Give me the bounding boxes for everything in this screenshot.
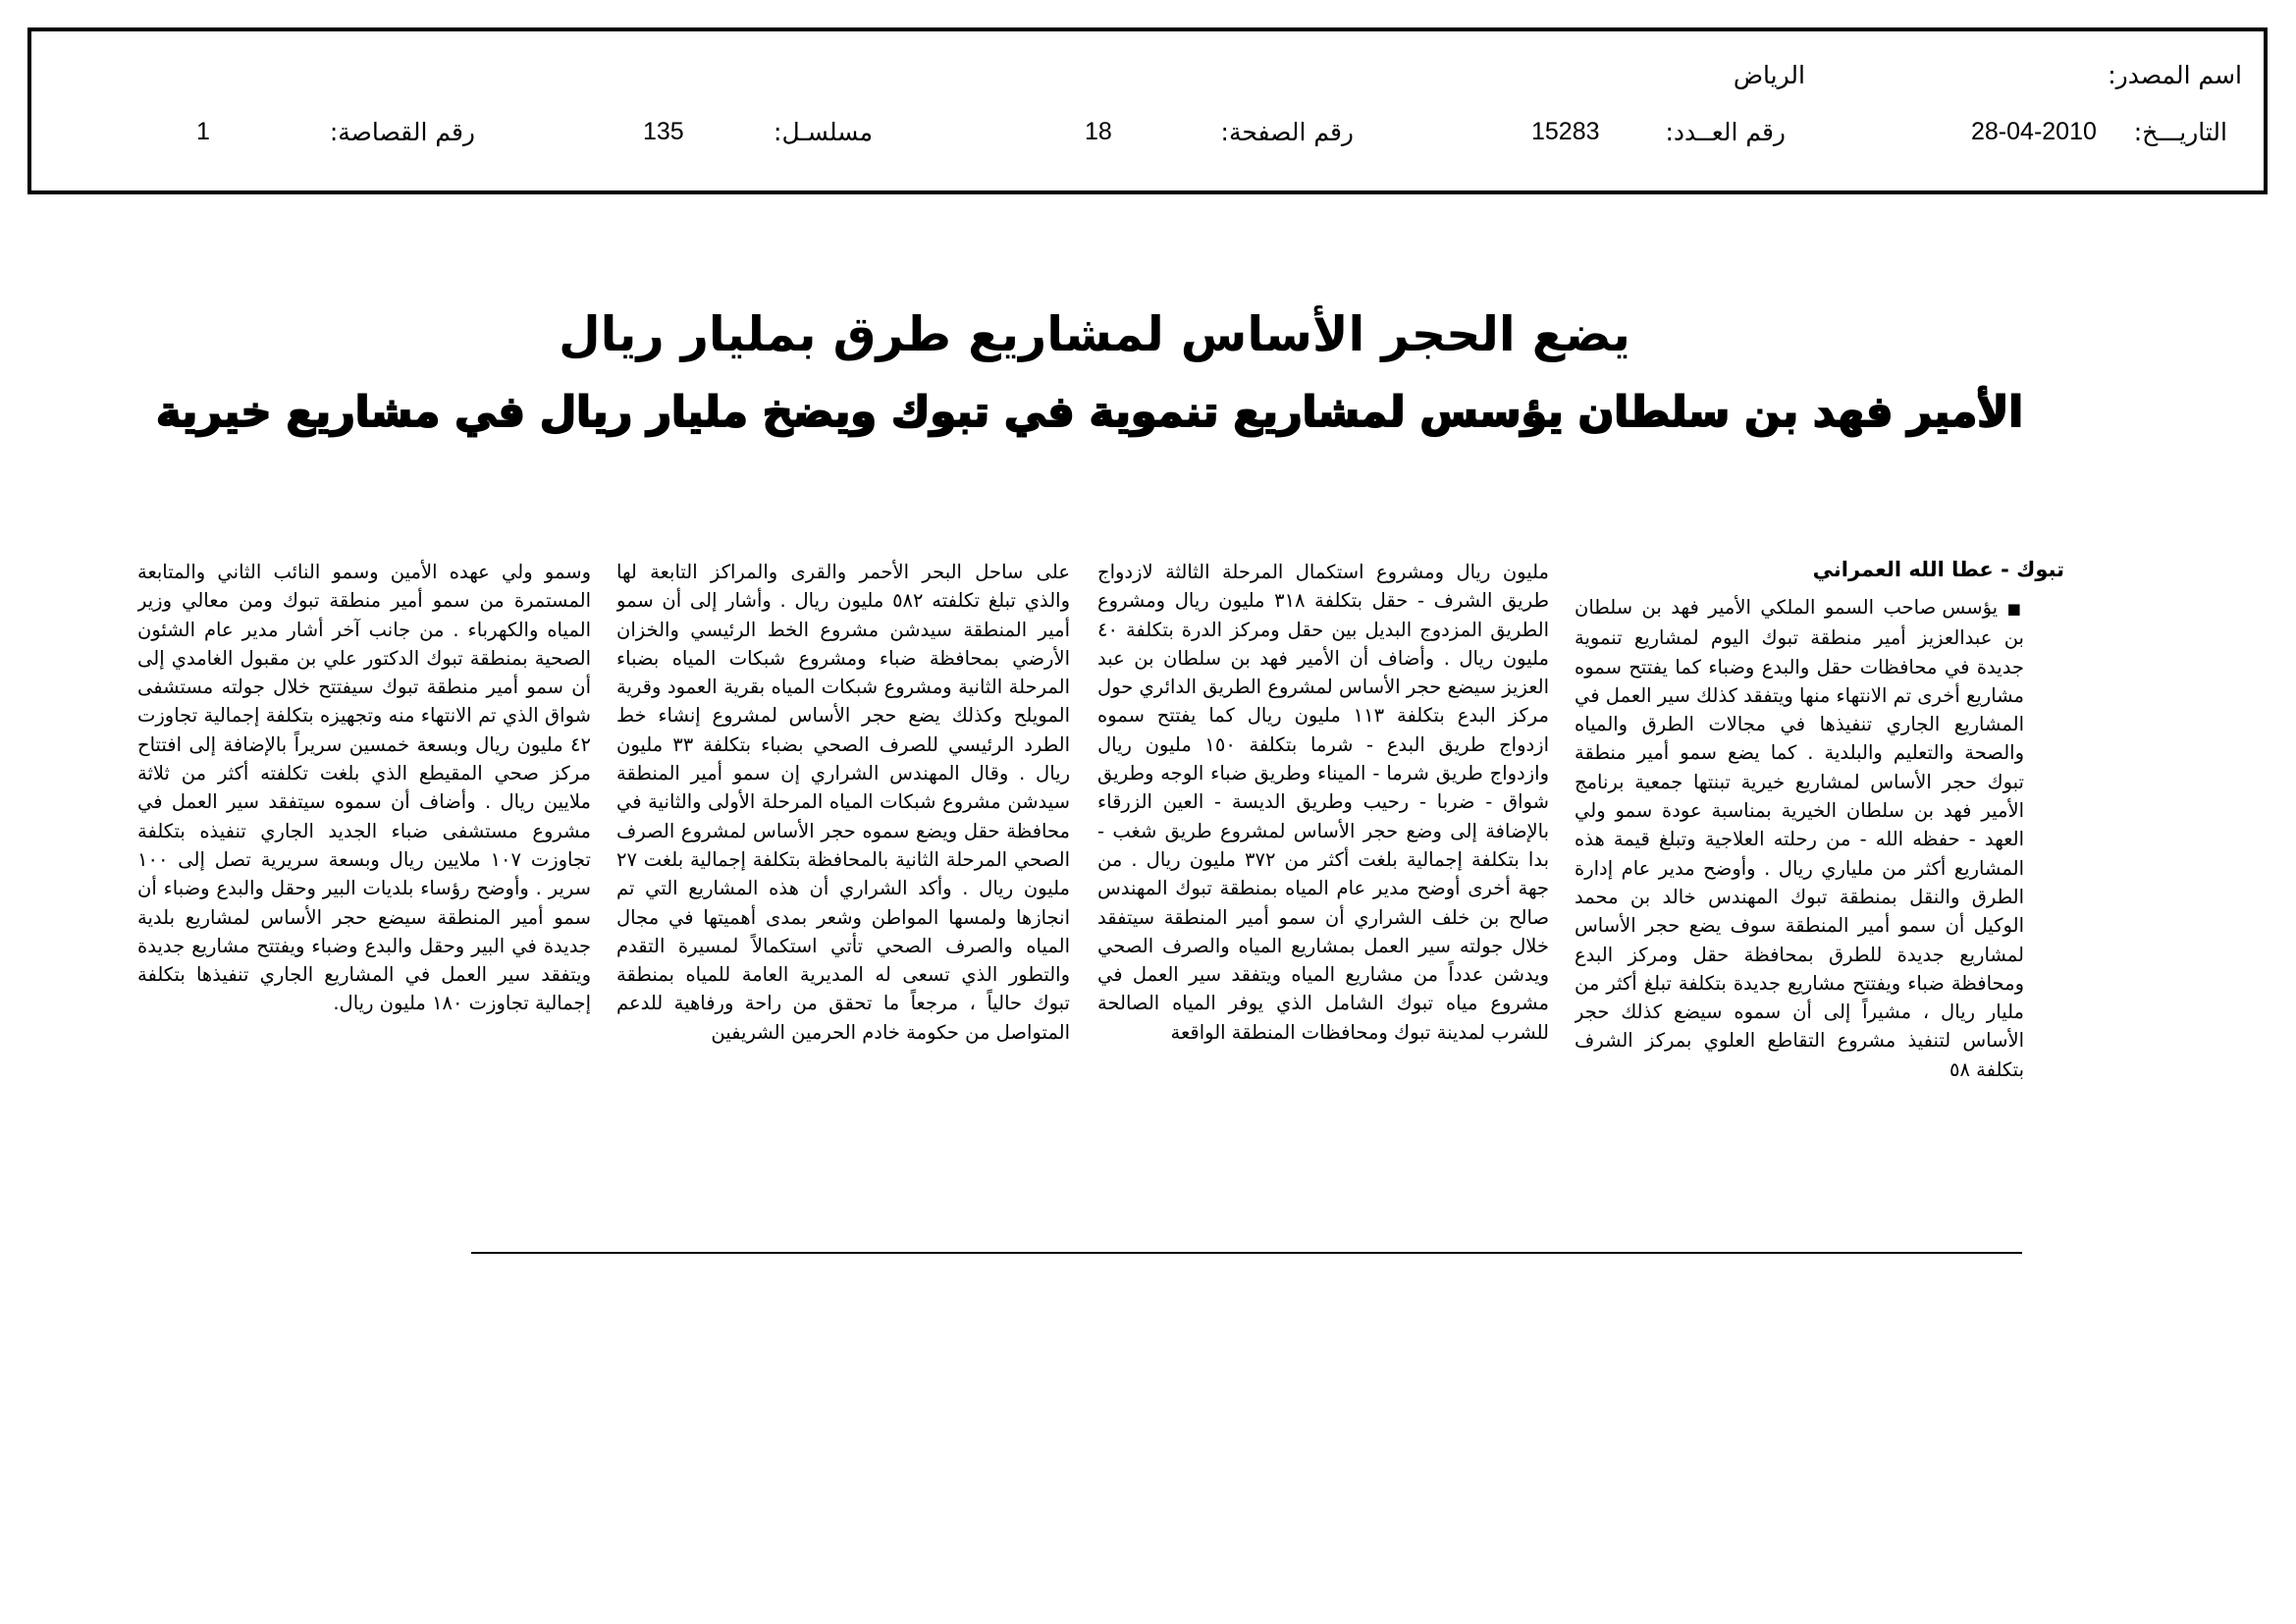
page-label: رقم الصفحة: [1220, 118, 1354, 146]
source-value: الرياض [1733, 61, 1805, 89]
clipping-header [27, 27, 2268, 194]
page-value: 18 [1085, 118, 1112, 145]
column-1-text: يؤسس صاحب السمو الملكي الأمير فهد بن سلطان بن عبدالعزيز أمير منطقة تبوك اليوم لمشاريع تنموية جديدة في محافظات حقل والبدع وضباء كما يفتتح سموه مشاريع أخرى تم الانتهاء منها ويتفقد كذلك سير العمل في المشاريع الجاري تنفيذها في مجالات الطرق والمياه والصحة والتعليم والبلدية . كما يضع سمو أمير منطقة تبوك حجر الأساس لمشاريع خيرية تبنتها جمعية برنامج الأمير فهد بن سلطان الخيرية بمناسبة عودة سمو ولي العهد - حفظه الله - من رحلته العلاجية وتبلغ قيمة هذه المشاريع أكثر من ملياري ريال . وأوضح مدير عام إدارة الطرق والنقل بمنطقة تبوك المهندس خالد بن محمد الوكيل أن سمو أمير المنطقة سوف يضع حجر الأساس لمشاريع جديدة للطرق بمحافظة حقل ومركز البدع ومحافظة ضباء ويفتتح مشاريع جديدة بتكلفة تبلغ أكثر من مليار ريال ، مشيراً إلى أن سموه سيضع كذلك حجر الأساس لتنفيذ مشروع التقاطع العلوي بمركز الشرف بتكلفة ٥٨ [1575, 596, 2024, 1081]
article-end-rule [471, 1252, 2022, 1254]
issue-label: رقم العــدد: [1665, 118, 1786, 146]
article-subheadline: يضع الحجر الأساس لمشاريع طرق بمليار ريال [559, 306, 1630, 362]
source-label: اسم المصدر: [2108, 61, 2242, 89]
serial-value: 135 [643, 118, 684, 145]
clip-value: 1 [196, 118, 210, 145]
date-value: 28-04-2010 [1971, 118, 2097, 145]
article-column-4 [137, 558, 591, 1251]
article-headline: الأمير فهد بن سلطان يؤسس لمشاريع تنموية في تبوك ويضخ مليار ريال في مشاريع خيرية [155, 388, 2023, 437]
serial-label: مسلسـل: [774, 118, 873, 146]
clip-label: رقم القصاصة: [329, 118, 475, 146]
issue-value: 15283 [1531, 118, 1600, 145]
article-byline: تبوك - عطا الله العمراني [1812, 558, 2064, 581]
article-column-2 [1097, 558, 1549, 1251]
article-column-3 [616, 558, 1070, 1251]
bullet-icon: ■ [2006, 600, 2024, 618]
article-column-1 [1575, 593, 2024, 1251]
column-2-text: مليون ريال ومشروع استكمال المرحلة الثالثة لازدواج طريق الشرف - حقل بتكلفة ٣١٨ مليون ريال ومشروع الطريق المزدوج البديل بين حقل ومركز الدرة بتكلفة ٤٠ مليون ريال . وأضاف أن الأمير فهد بن سلطان بن عبد العزيز سيضع حجر الأساس لمشروع الطريق الدائري حول مركز البدع بتكلفة ١١٣ مليون ريال كما يفتتح سموه ازدواج طريق البدع - شرما بتكلفة ١٥٠ مليون ريال وازدواج طريق شرما - الميناء وطريق ضباء الوجه وطريق شواق - ضربا - رحيب وطريق الديسة - العين الزرقاء بالإضافة إلى وضع حجر الأساس لمشروع طريق شغب - بدا بتكلفة إجمالية بلغت أكثر من ٣٧٢ مليون ريال . من جهة أخرى أوضح مدير عام المياه بمنطقة تبوك المهندس صالح بن خلف الشراري أن سمو أمير المنطقة سيتفقد خلال جولته سير العمل بمشاريع المياه والصرف الصحي ويدشن عدداً من مشاريع المياه ويتفقد سير العمل في مشروع مياه تبوك الشامل الذي يوفر المياه الصالحة للشرب لمدينة تبوك ومحافظات المنطقة الواقعة [1097, 561, 1549, 1044]
date-label: التاريـــخ: [2133, 118, 2227, 146]
column-4-text: وسمو ولي عهده الأمين وسمو النائب الثاني والمتابعة المستمرة من سمو أمير منطقة تبوك ومن معالي وزير المياه والكهرباء . من جانب آخر أشار مدير عام الشئون الصحية بمنطقة تبوك الدكتور علي بن مقبول الغامدي إلى أن سمو أمير منطقة تبوك سيفتتح خلال جولته مستشفى شواق الذي تم الانتهاء منه وتجهيزه بتكلفة إجمالية تجاوزت ٤٢ مليون ريال وبسعة خمسين سريراً بالإضافة إلى افتتاح مركز صحي المقيطع الذي بلغت تكلفته أكثر من ثلاثة ملايين ريال . وأضاف أن سموه سيتفقد سير العمل في مشروع مستشفى ضباء الجديد الجاري تنفيذه بتكلفة تجاوزت ١٠٧ ملايين ريال وبسعة سريرية تصل إلى ١٠٠ سرير . وأوضح رؤساء بلديات البير وحقل والبدع وضباء أن سمو أمير المنطقة سيضع حجر الأساس لمشاريع بلدية جديدة في البير وحقل والبدع وضباء ويفتتح مشاريع جديدة ويتفقد سير العمل في المشاريع الجاري تنفيذها بتكلفة إجمالية تجاوزت ١٨٠ مليون ريال. [137, 561, 591, 1015]
column-3-text: على ساحل البحر الأحمر والقرى والمراكز التابعة لها والذي تبلغ تكلفته ٥٨٢ مليون ريال . وأشار إلى أن سمو أمير المنطقة سيدشن مشروع الخط الرئيسي والخزان الأرضي بمحافظة ضباء ومشروع شبكات المياه بضباء المرحلة الثانية ومشروع شبكات المياه بقرية العمود وقرية المويلح وكذلك يضع حجر الأساس لمشروع إنشاء خط الطرد الرئيسي للصرف الصحي بضباء بتكلفة ٣٣ مليون ريال . وقال المهندس الشراري إن سمو أمير المنطقة سيدشن مشروع شبكات المياه المرحلة الأولى والثانية في محافظة حقل ويضع سموه حجر الأساس لمشروع الصرف الصحي المرحلة الثانية بالمحافظة بتكلفة إجمالية بلغت ٢٧ مليون ريال . وأكد الشراري أن هذه المشاريع التي تم انجازها ولمسها المواطن وشعر بمدى أهميتها في مجال المياه والصرف الصحي تأتي استكمالاً لمسيرة التقدم والتطور الذي تسعى له المديرية العامة للمياه بمنطقة تبوك حالياً ، مرجعاً ما تحقق من راحة ورفاهية للدعم المتواصل من حكومة خادم الحرمين الشريفين [616, 561, 1070, 1044]
